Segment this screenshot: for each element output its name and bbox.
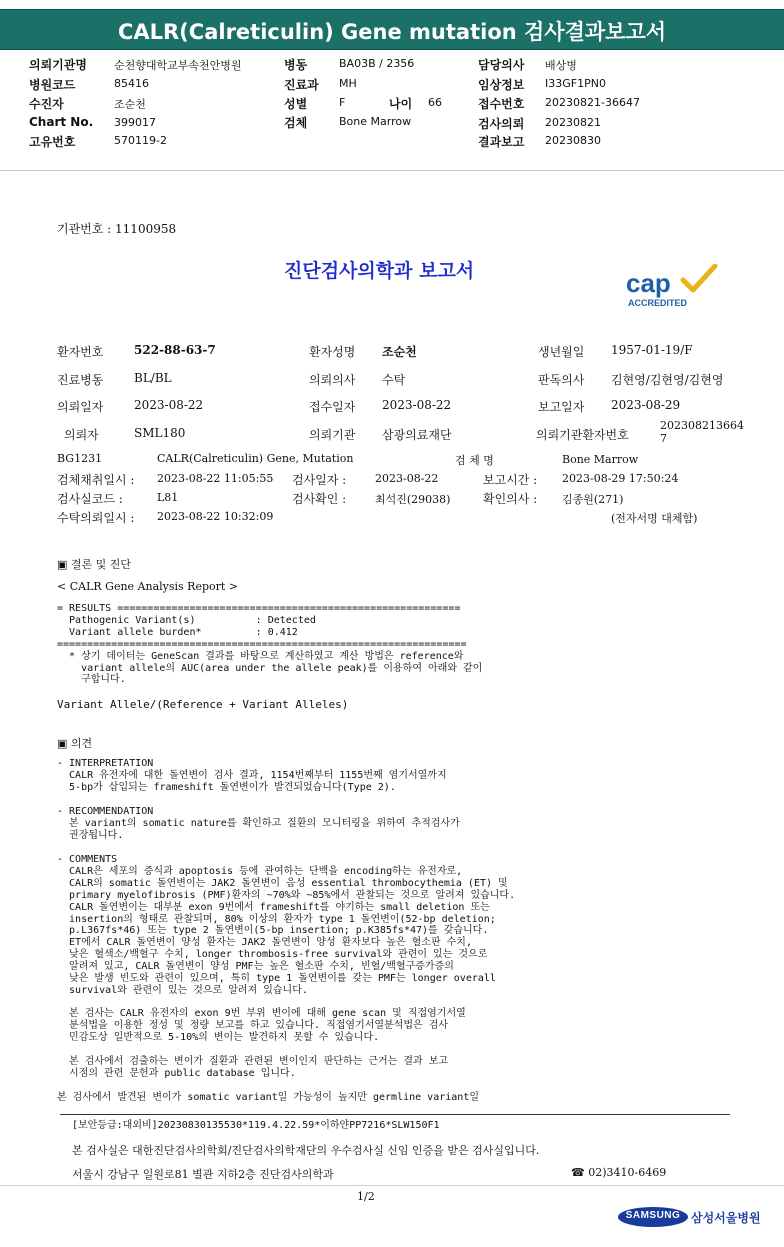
value-ward: BA03B / 2356 xyxy=(339,57,415,70)
value-patient: 조순천 xyxy=(114,98,146,111)
comments-line-11: survival와 관련이 있는 것으로 알려져 있습니다. xyxy=(57,984,308,996)
comments-line-4: CALR 돌연변이는 대부분 exon 9번에서 frameshift를 야기하는 small deletion 또는 xyxy=(57,901,490,913)
label-attending-doctor: 담당의사 xyxy=(478,58,525,72)
test-name: CALR(Calreticulin) Gene, Mutation xyxy=(157,452,354,465)
value-reading-doctor: 김현영/김현영/김현영 xyxy=(611,373,724,387)
value-specimen: Bone Marrow xyxy=(339,115,412,128)
results-block xyxy=(57,603,482,686)
germline-line: 본 검사에서 발견된 변이가 somatic variant일 가능성이 높지만 germline variant일 xyxy=(57,1092,479,1103)
label-test-request: 검사의뢰 xyxy=(478,117,525,131)
label-age: 나이 xyxy=(389,97,413,111)
label-department: 진료과 xyxy=(284,78,319,92)
label-sex: 성별 xyxy=(284,97,308,111)
label-confirm-doctor: 확인의사 : xyxy=(483,492,538,506)
label-unique-no: 고유번호 xyxy=(29,135,76,149)
calr-report-header: < CALR Gene Analysis Report > xyxy=(57,580,239,593)
comments-line-8: 낮은 혈색소/백혈구 수치, longer thrombosis-free survival와 관련이 있는 것으로 xyxy=(57,949,488,961)
value-consign-time: 2023-08-22 10:32:09 xyxy=(157,510,274,523)
note-line-1: * 상기 데이터는 GeneScan 결과를 바탕으로 계산하였고 계산 방법은 reference와 xyxy=(57,650,464,662)
value-requesting-institution-2: 삼광의료재단 xyxy=(382,428,452,442)
cap-accredited-text: ACCREDITED xyxy=(628,298,688,308)
formula-line: Variant Allele/(Reference + Variant Alleles) xyxy=(57,698,349,711)
label-birth-date: 생년월일 xyxy=(538,345,585,359)
pathogenic-variant-line: Pathogenic Variant(s) : Detected xyxy=(57,614,316,626)
certification-line: 본 검사실은 대한진단검사의학회/진단검사의학재단의 우수검사실 신임 인증을 받은 검사실입니다. xyxy=(72,1144,540,1157)
label-requester: 의뢰자 xyxy=(64,428,99,442)
test-code: BG1231 xyxy=(57,452,103,465)
value-ward-code: BL/BL xyxy=(134,371,172,385)
section-opinion-title: ▣ 의견 xyxy=(57,737,93,750)
address-line: 서울시 강남구 일원로81 별관 지하2층 진단검사의학과 xyxy=(72,1168,334,1181)
label-requesting-doctor: 의뢰의사 xyxy=(309,373,356,387)
interpretation-block xyxy=(57,758,447,794)
label-consign-time: 수탁의뢰일시 : xyxy=(57,511,135,525)
label-chart-no: Chart No. xyxy=(29,115,94,129)
value-birth-date: 1957-01-19/F xyxy=(611,343,693,357)
label-specimen: 검체 xyxy=(284,116,308,130)
reference-line-2: 시점의 관련 문헌과 public database 입니다. xyxy=(57,1067,296,1079)
recommendation-heading: - RECOMMENDATION xyxy=(57,806,154,817)
value-exam-confirm: 최석진(29038) xyxy=(375,493,451,506)
report-heading: 진단검사의학과 보고서 xyxy=(284,260,475,282)
phone-line: ☎ 02)3410-6469 xyxy=(571,1166,667,1179)
comments-line-6: p.L367fs*46) 또는 type 2 돌연변이(5-bp insertion; p.K385fs*47)를 갖습니다. xyxy=(57,925,489,937)
label-clinical-info: 임상정보 xyxy=(478,78,525,92)
label-lab-code: 검사실코드 : xyxy=(57,492,123,506)
label-report-time: 보고시간 : xyxy=(483,473,538,487)
value-age: 66 xyxy=(428,96,442,109)
label-specimen-name: 검 체 명 xyxy=(455,454,494,467)
value-lab-code: L81 xyxy=(157,491,179,504)
label-collection-time: 검체채취일시 : xyxy=(57,473,135,487)
header-divider xyxy=(0,170,784,171)
value-institution-patient-no: 202308213664 7 xyxy=(660,419,744,445)
value-receipt-no: 20230821-36647 xyxy=(545,96,640,109)
page-bottom-rule xyxy=(0,1185,784,1186)
samsung-hospital-name: 삼성서울병원 xyxy=(691,1211,761,1225)
report-title: CALR(Calreticulin) Gene mutation 검사결과보고서 xyxy=(117,20,667,44)
samsung-brand: SAMSUNG xyxy=(625,1210,681,1221)
section-conclusion-title: ▣ 결론 및 진단 xyxy=(57,558,132,571)
page-number: 1/2 xyxy=(357,1190,375,1203)
value-requester: SML180 xyxy=(134,426,186,440)
cap-logo-text: cap xyxy=(626,268,671,298)
comments-line-5: insertion의 형태로 관찰되며, 80% 이상의 환자가 type 1 돌연변이(52-bp deletion; xyxy=(57,913,496,925)
value-report-date: 2023-08-29 xyxy=(611,398,681,412)
results-line: = RESULTS ========================================================= xyxy=(57,603,461,614)
comments-line-9: 알려져 있고, CALR 돌연변이 양성 PMF는 높은 혈소판 수치, 빈혈/백혈구증가증의 xyxy=(57,961,454,973)
method-block xyxy=(57,1008,466,1044)
value-requesting-doctor: 수탁 xyxy=(382,373,406,387)
esign-note: (전자서명 대체함) xyxy=(611,512,698,525)
label-receipt-no: 접수번호 xyxy=(478,97,525,111)
comments-line-2: CALR의 somatic 돌연변이는 JAK2 돌연변이 음성 essential thrombocythemia (ET) 및 xyxy=(57,877,508,889)
method-line-2: 분석법을 이용한 정성 및 정량 보고를 하고 있습니다. 직접염기서열분석법은 검사 xyxy=(57,1019,449,1031)
label-patient-number: 환자번호 xyxy=(57,345,104,359)
label-exam-date: 검사일자 : xyxy=(292,473,347,487)
value-specimen-name: Bone Marrow xyxy=(562,453,639,466)
value-clinical-info: I33GF1PN0 xyxy=(545,77,606,90)
note-line-3: 구합니다. xyxy=(57,674,126,686)
value-test-request: 20230821 xyxy=(545,116,601,129)
recommendation-line-1: 본 variant의 somatic nature를 확인하고 질환의 모니터링을 위하여 추적검사가 xyxy=(57,817,460,829)
reference-block xyxy=(57,1056,448,1080)
footer-rule xyxy=(60,1114,730,1115)
label-institution-patient-no: 의뢰기관환자번호 xyxy=(536,428,629,442)
value-result-report: 20230830 xyxy=(545,134,601,147)
value-attending-doctor: 배상병 xyxy=(545,59,577,72)
security-line: [보안등급:대외비]20230830135530*119.4.22.59*이하얀PP7216*SLW150F1 xyxy=(72,1120,440,1131)
comments-line-3: primary myelofibrosis (PMF)환자의 ~70%와 ~85%에서 관찰되는 것으로 알려져 있습니다. xyxy=(57,889,516,901)
note-line-2: variant allele의 AUC(area under the allele peak)를 이용하여 아래와 같이 xyxy=(57,662,483,674)
comments-line-1: CALR은 세포의 증식과 apoptosis 등에 관여하는 단백을 encoding하는 유전자로, xyxy=(57,865,463,877)
interpretation-line-2: 5-bp가 삽입되는 frameshift 돌연변이가 발견되었습니다(Type 2). xyxy=(57,781,396,793)
label-patient: 수진자 xyxy=(29,97,64,111)
value-chart-no: 399017 xyxy=(114,116,156,129)
interpretation-line-1: CALR 유전자에 대한 돌연변이 검사 결과, 1154번째부터 1155번째 염기서열까지 xyxy=(57,769,447,781)
label-ward-code: 진료병동 xyxy=(57,373,104,387)
report-title-bar xyxy=(0,9,784,50)
results-separator: ==================================================================== xyxy=(57,638,467,650)
comments-heading: - COMMENTS xyxy=(57,854,118,865)
label-reading-doctor: 판독의사 xyxy=(538,373,585,387)
value-collection-time: 2023-08-22 11:05:55 xyxy=(157,472,274,485)
label-report-date: 보고일자 xyxy=(538,400,585,414)
label-ward: 병동 xyxy=(284,58,308,72)
label-hospital-code: 병원코드 xyxy=(29,78,76,92)
method-line-3: 민감도상 일반적으로 5-10%의 변이는 발견하지 못할 수 있습니다. xyxy=(57,1031,380,1043)
label-patient-name: 환자성명 xyxy=(309,345,356,359)
cap-accredited-logo xyxy=(624,264,720,312)
method-line-1: 본 검사는 CALR 유전자의 exon 9번 부위 변이에 대해 gene scan 및 직접염기서열 xyxy=(57,1008,466,1019)
recommendation-line-2: 권장됩니다. xyxy=(57,829,124,841)
value-patient-name: 조순천 xyxy=(382,345,417,359)
comments-block xyxy=(57,854,515,997)
comments-line-7: ET에서 CALR 돌연변이 양성 환자는 JAK2 돌연변이 양성 환자보다 높은 혈소판 수치, xyxy=(57,937,472,949)
value-unique-no: 570119-2 xyxy=(114,134,167,147)
value-exam-date: 2023-08-22 xyxy=(375,472,439,485)
value-request-date: 2023-08-22 xyxy=(134,398,204,412)
recommendation-block xyxy=(57,806,460,842)
label-requesting-institution: 의뢰기관명 xyxy=(29,58,87,72)
label-request-date: 의뢰일자 xyxy=(57,400,104,414)
value-report-time: 2023-08-29 17:50:24 xyxy=(562,472,679,485)
value-receipt-date: 2023-08-22 xyxy=(382,398,452,412)
variant-burden-line: Variant allele burden* : 0.412 xyxy=(57,626,298,638)
label-receipt-date: 접수일자 xyxy=(309,400,356,414)
label-requesting-institution-2: 의뢰기관 xyxy=(309,428,356,442)
comments-line-10: 낮은 발생 빈도와 관련이 있으며, 특히 type 1 돌연변이를 갖는 PMF는 longer overall xyxy=(57,973,496,985)
cap-checkmark-icon xyxy=(679,264,719,294)
value-requesting-institution: 순천향대학교부속천안병원 xyxy=(114,59,242,72)
value-confirm-doctor: 김종원(271) xyxy=(562,493,624,506)
label-result-report: 결과보고 xyxy=(478,135,525,149)
interpretation-heading: - INTERPRETATION xyxy=(57,758,154,769)
value-patient-number: 522-88-63-7 xyxy=(134,343,216,357)
reference-line-1: 본 검사에서 검출하는 변이가 질환과 관련된 변이인지 판단하는 근거는 결과 보고 xyxy=(57,1056,449,1067)
value-sex: F xyxy=(339,96,346,109)
label-exam-confirm: 검사확인 : xyxy=(292,492,347,506)
value-department: MH xyxy=(339,77,357,90)
institution-number: 기관번호 : 11100958 xyxy=(57,222,177,236)
value-hospital-code: 85416 xyxy=(114,77,149,90)
